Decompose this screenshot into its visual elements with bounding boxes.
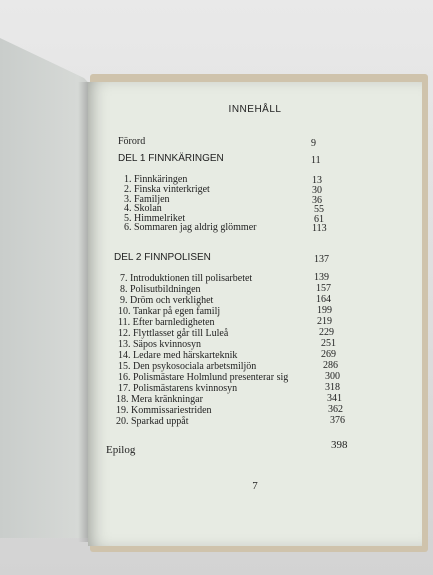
chapter-17-page: 318 <box>325 382 340 393</box>
part1-page: 11 <box>311 155 321 166</box>
chapter-6-title: 6. Sommaren jag aldrig glömmer <box>124 222 257 233</box>
chapter-16-title: 16. Polismästare Holmlund presenterar sig <box>118 372 289 383</box>
chapter-14-page: 269 <box>321 349 336 360</box>
chapter-17-title: 17. Polismästarens kvinnosyn <box>118 383 238 394</box>
chapter-11-title: 11. Efter barnledigheten <box>118 317 215 328</box>
chapter-18-title: 18. Mera kränkningar <box>116 394 203 405</box>
chapter-3-title: 3. Familjen <box>124 194 170 205</box>
foreword-page: 9 <box>311 138 316 149</box>
chapter-6-page: 113 <box>312 223 327 234</box>
chapter-19-page: 362 <box>328 404 343 415</box>
chapter-2-title: 2. Finska vinterkriget <box>124 184 210 195</box>
chapter-15-page: 286 <box>323 360 338 371</box>
chapter-15-title: 15. Den psykosociala arbetsmiljön <box>118 361 257 372</box>
chapter-4-page: 55 <box>314 204 324 215</box>
chapter-7-title: 7. Introduktionen till polisarbetet <box>120 273 253 284</box>
chapter-2-page: 30 <box>312 185 322 196</box>
chapter-12-page: 229 <box>319 327 334 338</box>
chapter-9-page: 164 <box>316 294 331 305</box>
toc-heading: INNEHÅLL <box>228 104 282 115</box>
chapter-3-page: 36 <box>312 195 322 206</box>
part2-page: 137 <box>314 254 329 265</box>
epilogue-title: Epilog <box>106 444 136 456</box>
chapter-8-page: 157 <box>316 283 331 294</box>
chapter-11-page: 219 <box>317 316 332 327</box>
foreword-title: Förord <box>118 136 146 147</box>
chapter-9-title: 9. Dröm och verklighet <box>120 295 214 306</box>
chapter-20-page: 376 <box>330 415 345 426</box>
chapter-14-title: 14. Ledare med härskarteknik <box>118 350 238 361</box>
chapter-1-title: 1. Finnkäringen <box>124 174 188 185</box>
part1-title: DEL 1 FINNKÄRINGEN <box>118 153 224 164</box>
table-of-contents-page <box>88 82 422 546</box>
chapter-8-title: 8. Polisutbildningen <box>120 284 201 295</box>
chapter-1-page: 13 <box>312 175 322 186</box>
chapter-19-title: 19. Kommissariestriden <box>116 405 212 416</box>
chapter-10-title: 10. Tankar på egen familj <box>118 306 221 317</box>
chapter-13-page: 251 <box>321 338 336 349</box>
chapter-10-page: 199 <box>317 305 332 316</box>
chapter-5-title: 5. Himmelriket <box>124 213 186 224</box>
chapter-16-page: 300 <box>325 371 340 382</box>
chapter-5-page: 61 <box>314 214 324 225</box>
chapter-13-title: 13. Säpos kvinnosyn <box>118 339 202 350</box>
chapter-18-page: 341 <box>327 393 342 404</box>
chapter-7-page: 139 <box>314 272 329 283</box>
part2-title: DEL 2 FINNPOLISEN <box>114 252 211 263</box>
chapter-12-title: 12. Flyttlasset går till Luleå <box>118 328 229 339</box>
epilogue-page: 398 <box>331 439 348 451</box>
chapter-20-title: 20. Sparkad uppåt <box>116 416 189 427</box>
page-number: 7 <box>252 480 258 492</box>
chapter-4-title: 4. Skolan <box>124 203 162 214</box>
